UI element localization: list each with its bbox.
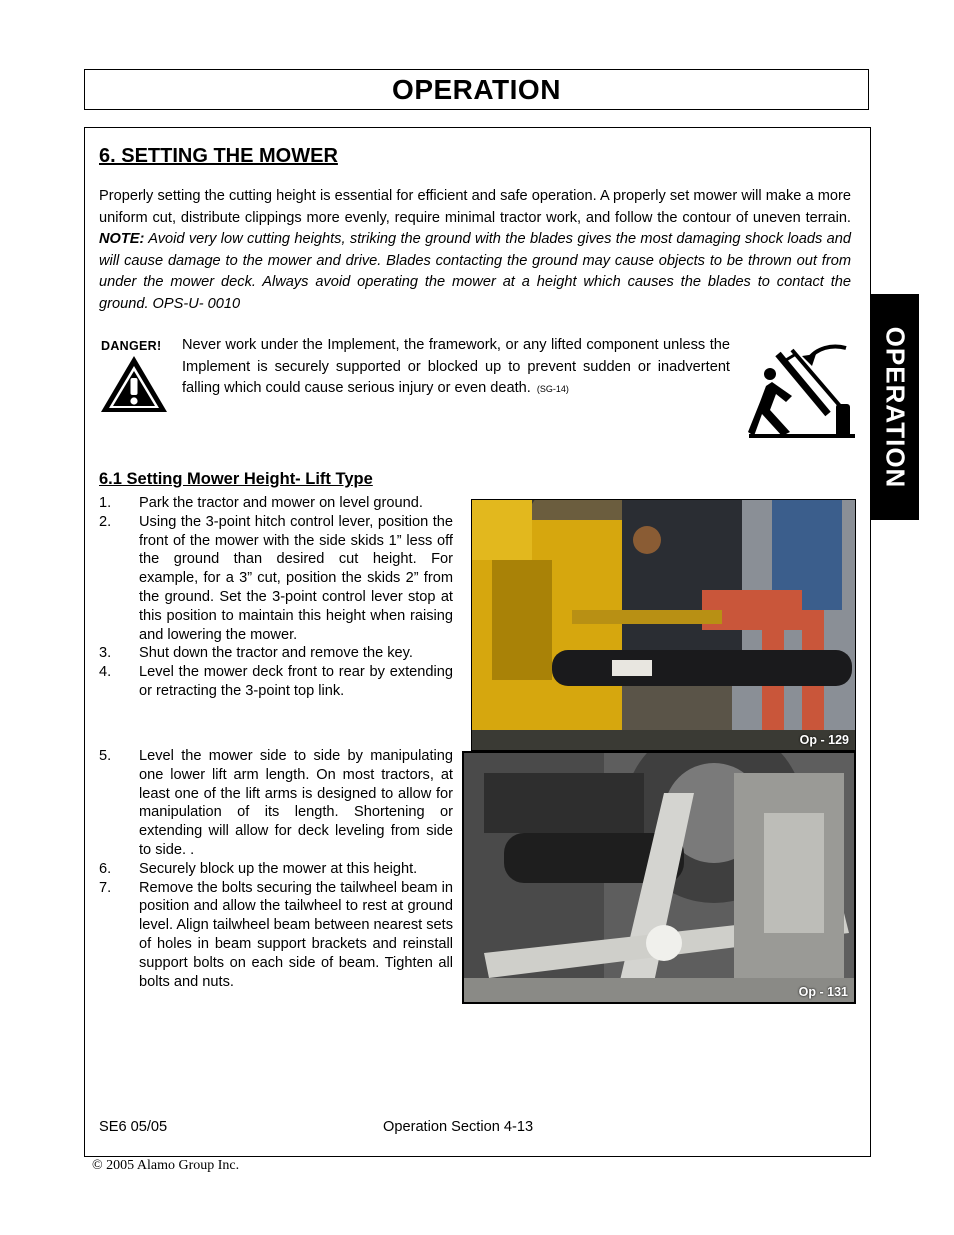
subsection-title: 6.1 Setting Mower Height- Lift Type (99, 470, 373, 488)
note-label: NOTE: (99, 231, 145, 248)
page-header-title: OPERATION (392, 73, 561, 105)
intro-paragraph (99, 186, 851, 316)
note-text: Avoid very low cutting heights, striking the ground with the blades gives the most damaging shock loads and will cause damage to the mower and drive. Blades contacting the ground may cause objects to be thrown out from under the mower deck. Always avoid operating the mower at a height which causes the blades to contact the ground. OPS-U- 0010 (99, 231, 851, 312)
footer-doc-code: SE6 05/05 (99, 1119, 168, 1135)
photo-caption: Op - 129 (799, 733, 849, 747)
danger-message: Never work under the Implement, the framework, or any lifted component unless the Implement is securely supported or blocked up to prevent sudden or inadvertent falling which could cause serious injury or even death. (182, 337, 730, 397)
section-title: 6. SETTING THE MOWER (99, 145, 338, 167)
steps-list-1 (99, 494, 453, 701)
list-item: 7. Remove the bolts securing the tailwheel beam in position and allow the tailwheel to rest at ground level. Align tailwheel beam between nearest sets of holes in beam support brackets and reinstall support bolts on each side of beam. Tighten all bolts and nuts. (99, 879, 453, 990)
warning-triangle-icon (99, 354, 169, 419)
list-item: 4. Level the mower deck front to rear by extending or retracting the 3-point top link. (99, 664, 453, 699)
danger-text (182, 335, 730, 401)
side-tab (870, 294, 919, 520)
list-item: 5. Level the mower side to side by manipulating one lower lift arm length. On most tractors, at least one of the lift arms is designed to allow for manipulation of its length. Shortening or extending will allow for deck leveling from side to side. . (99, 748, 453, 858)
list-item: 6. Securely block up the mower at this height. (99, 860, 418, 877)
photo-tractor-hitch (471, 499, 856, 751)
danger-code: (SG-14) (536, 384, 569, 395)
intro-text: Properly setting the cutting height is essential for efficient and safe operation. A properly set mower will make a more uniform cut, distribute clippings more evenly, require minimal tractor work, and follow the contour of uneven terrain. (99, 188, 851, 226)
steps-list-2 (99, 747, 453, 991)
header-box (84, 69, 869, 110)
crush-hazard-pictogram-icon (746, 340, 856, 447)
danger-label: DANGER! (101, 339, 162, 353)
photo-caption: Op - 131 (798, 985, 848, 999)
list-item: 1. Park the tractor and mower on level ground. (99, 495, 423, 511)
footer-page-number: Operation Section 4-13 (383, 1119, 534, 1135)
list-item: 3. Shut down the tractor and remove the key. (99, 645, 413, 662)
list-item: 2. Using the 3-point hitch control lever, position the front of the mower with the side skids 1” less off the ground than desired cut height. For example, for a 3” cut, position the skids 2” from the ground. Set the 3-point control lever stop at this position to maintain this height when raising and lowering the mower. (99, 513, 453, 643)
photo-lift-arm (462, 751, 856, 1004)
copyright-notice: © 2005 Alamo Group Inc. (92, 1158, 240, 1173)
side-tab-label: OPERATION (880, 326, 911, 488)
